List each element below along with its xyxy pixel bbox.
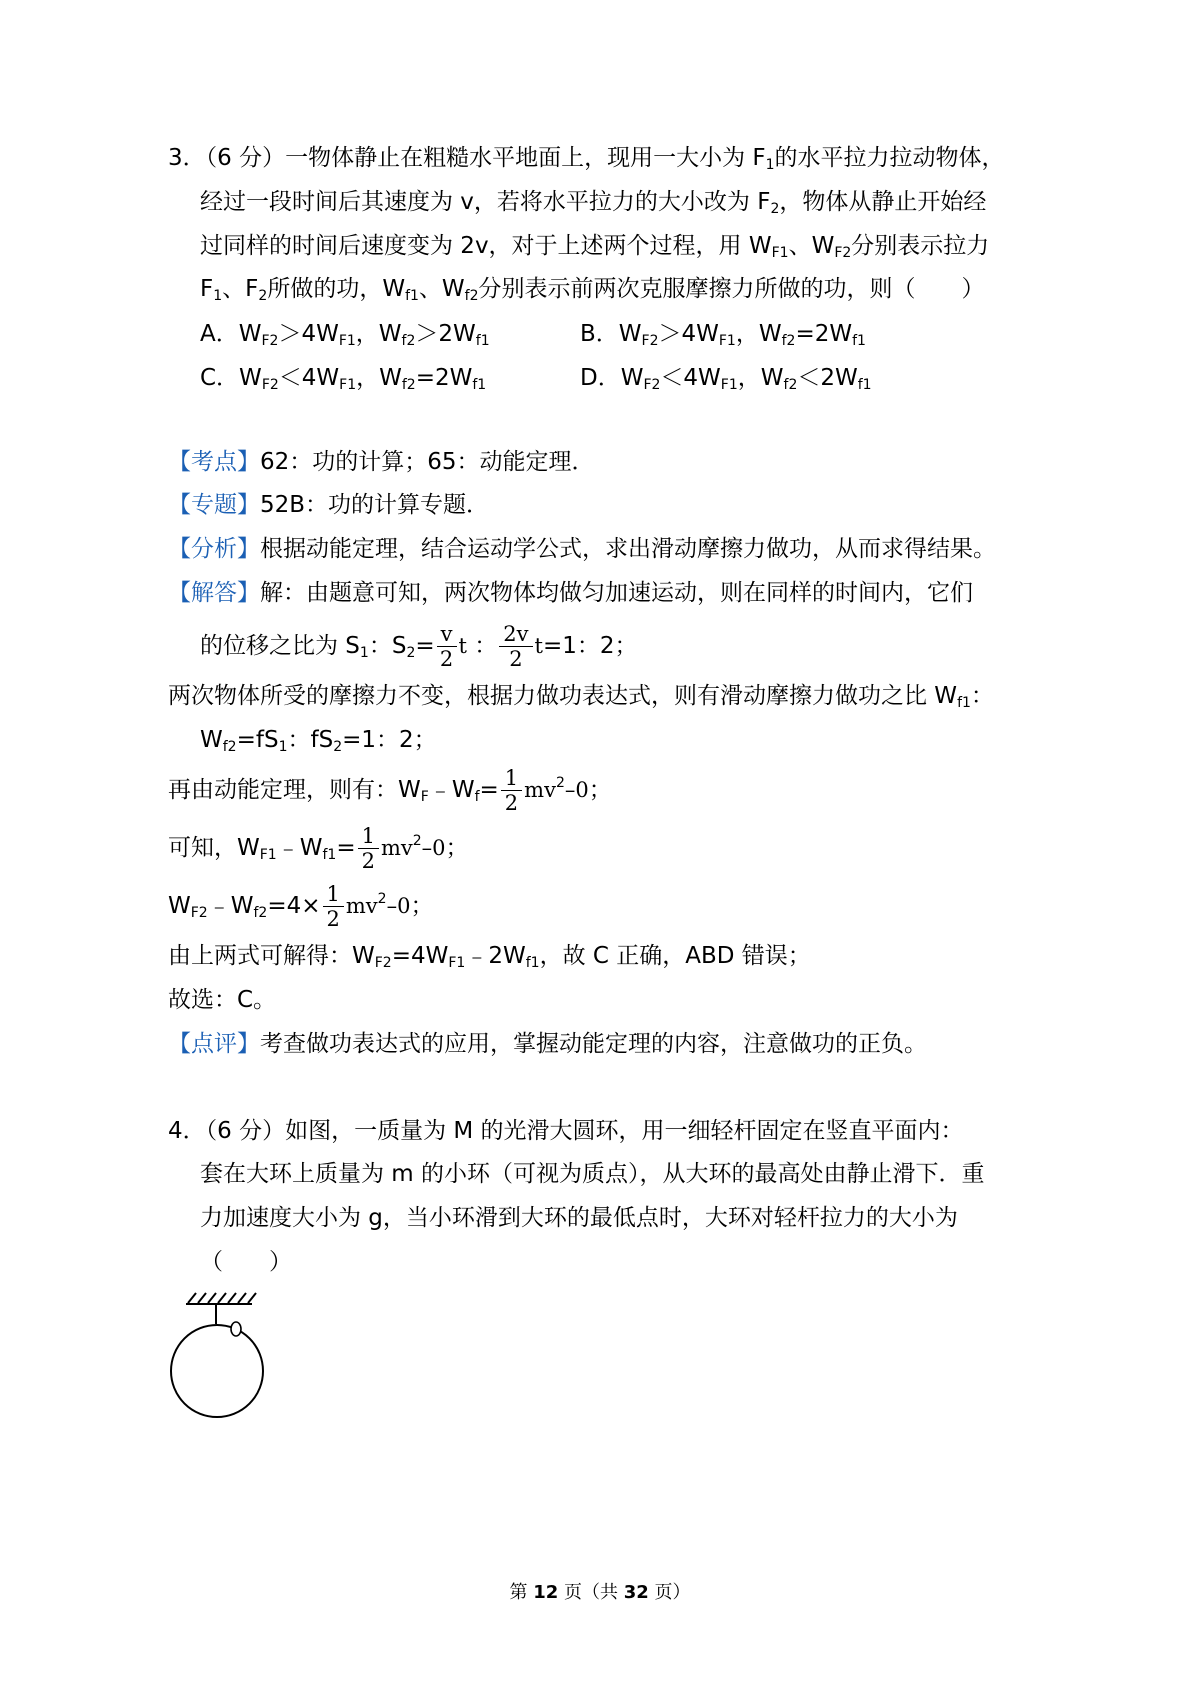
option-a: A．$W_{F2}>4W_{F1}$，$W_{f2}>2W_{f1}$ [200,321,490,349]
jieda-tag: 【解答】 [168,580,260,606]
fraction-one-half: $\frac{1}{2}$ [501,766,522,815]
jieda-line-7: $W_{F2}﹣W_{f2}=4\times$ $\frac{1}{2}$ $mv^2-0$； [168,882,434,931]
option-d: D．$W_{F2}<4W_{F1}$，$W_{f2}<2W_{f1}$ [580,365,872,393]
jieda-line-1: 【解答】解：由题意可知，两次物体均做匀加速运动，则在同样的时间内，它们 [168,580,973,606]
option-c: C．$W_{F2}<4W_{F1}$，$W_{f2}=2W_{f1}$ [200,365,487,393]
jieda-line-5: 再由动能定理，则有：$W_F﹣W_f=$ $\frac{1}{2}$ $mv^2-0$； [168,766,612,815]
q4-line-2: 套在大环上质量为 m 的小环（可视为质点），从大环的最高处由静止滑下．重 [200,1161,985,1187]
dianping: 【点评】考查做功表达式的应用，掌握动能定理的内容，注意做功的正负。 [168,1031,927,1057]
jieda-line-3: 两次物体所受的摩擦力不变，根据力做功表达式，则有滑动摩擦力做功之比 $W_{f1}$： [168,683,994,711]
q3-line-1: 3．（6 分）一物体静止在粗糙水平地面上，现用一大小为 $F_1$的水平拉力拉动物体， [168,145,1005,173]
kaodian: 【考点】62：功的计算；65：动能定理． [168,449,595,475]
fenxi: 【分析】根据动能定理，结合运动学公式，求出滑动摩擦力做功，从而求得结果。 [168,536,996,562]
q3-line-2: 经过一段时间后其速度为 v，若将水平拉力的大小改为 $F_2$，物体从静止开始经 [200,189,987,217]
jieda-line-6: 可知，$W_{F1}﹣W_{f1}=$ $\frac{1}{2}$ $mv^2-0$； [168,824,469,873]
fraction-one-half: $\frac{1}{2}$ [358,824,379,873]
ceiling-hatch [186,1293,256,1304]
zhuanti-tag: 【专题】 [168,492,260,518]
q3-line-4: $F_1$、$F_2$所做的功，$W_{f1}$、$W_{f2}$分别表示前两次克服摩擦力所做的功，则（ ） [200,276,985,304]
fraction-one-half: $\frac{1}{2}$ [323,882,344,931]
small-ring [231,1322,241,1336]
page-footer: 第 12 页（共 32 页） [509,1582,691,1603]
dianping-tag: 【点评】 [168,1031,260,1057]
fraction-v-over-2: $\frac{v}{2}$ [437,622,457,671]
option-b: B．$W_{F2}>4W_{F1}$，$W_{f2}=2W_{f1}$ [580,321,866,349]
page-total: 32 [623,1582,649,1603]
guxuan: 故选：C。 [168,987,277,1013]
q4-line-1: 4．（6 分）如图，一质量为 M 的光滑大圆环，用一细轻杆固定在竖直平面内： [168,1118,964,1144]
zhuanti: 【专题】52B：功的计算专题． [168,492,490,518]
q4-line-4: （ ） [200,1249,292,1275]
ring-figure [168,1288,278,1428]
large-ring [171,1325,263,1417]
jieda-line-8: 由上两式可解得：$W_{F2}=4W_{F1}﹣2W_{f1}$，故 C 正确，ABD 错误； [168,943,811,971]
q4-line-3: 力加速度大小为 g，当小环滑到大环的最低点时，大环对轻杆拉力的大小为 [200,1205,958,1231]
kaodian-tag: 【考点】 [168,449,260,475]
jieda-line-4: $W_{f2}=fS_1$：$fS_2=1$：2； [200,727,437,755]
fraction-2v-over-2: $\frac{2v}{2}$ [499,622,532,671]
page-number: 12 [533,1582,559,1603]
jieda-line-2: 的位移之比为 $S_1$：$S_2=$ $\frac{v}{2}$ t ： $\frac{2v}{2}$ t=1：2； [200,622,638,671]
q3-line-3: 过同样的时间后速度变为 2v，对于上述两个过程，用 $W_{F1}$、$W_{F2}$分别表示拉力 [200,233,990,261]
fenxi-tag: 【分析】 [168,536,260,562]
